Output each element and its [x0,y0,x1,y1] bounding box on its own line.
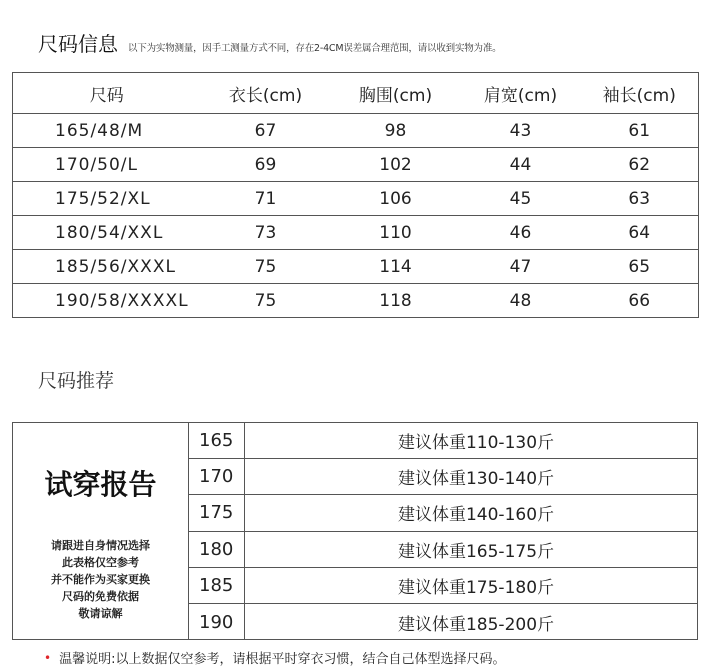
recommendation-table [12,422,698,640]
length-cell: 75 [201,284,331,318]
recommendation-row [189,604,697,640]
weight-cell: 建议体重185-200斤 [397,614,555,635]
size-info-title: 尺码信息 [38,32,118,56]
table-row [13,216,699,250]
report-note: 敬请谅解 [78,607,123,620]
recommendation-title: 尺码推荐 [38,370,115,392]
chest-cell: 98 [331,114,461,148]
fitting-report-title: 试穿报告 [44,468,157,501]
shoulder-cell: 46 [461,216,581,250]
weight-cell: 建议体重130-140斤 [397,469,555,490]
size-table-header-row [13,73,699,114]
size-cell: 185/56/XXXL [13,250,201,284]
size-cell: 190/58/XXXXL [13,284,201,318]
length-cell: 67 [201,114,331,148]
sleeve-cell: 65 [581,250,699,284]
height-cell: 170 [189,459,245,494]
fitting-report-notes [13,537,188,622]
sleeve-cell: 61 [581,114,699,148]
table-row [13,284,699,318]
weight-cell: 建议体重110-130斤 [397,433,555,454]
length-cell: 73 [201,216,331,250]
chest-cell: 106 [331,182,461,216]
recommendation-row [189,423,697,459]
header-sleeve: 袖长(cm) [581,73,699,114]
recommendation-row [189,459,697,495]
chest-cell: 118 [331,284,461,318]
size-cell: 180/54/XXL [13,216,201,250]
size-cell: 165/48/M [13,114,201,148]
table-row [13,114,699,148]
shoulder-cell: 47 [461,250,581,284]
weight-cell: 建议体重175-180斤 [397,577,555,598]
size-info-note: 以下为实物测量，因手工测量方式不同，存在2-4CM误差属合理范围，请以收到实物为准。 [128,43,502,54]
fitting-report-panel [13,423,189,639]
size-cell: 175/52/XL [13,182,201,216]
sleeve-cell: 63 [581,182,699,216]
height-cell: 185 [189,568,245,603]
recommendation-row [189,568,697,604]
header-chest: 胸围(cm) [331,73,461,114]
footer-text: 温馨说明:以上数据仅空参考，请根据平时穿衣习惯，结合自己体型选择尺码。 [59,652,506,667]
report-note: 并不能作为买家更换 [51,573,150,586]
header-length: 衣长(cm) [201,73,331,114]
header-shoulder: 肩宽(cm) [461,73,581,114]
shoulder-cell: 48 [461,284,581,318]
footer-note [44,648,505,667]
report-note: 此表格仅空参考 [62,556,139,569]
height-cell: 175 [189,495,245,530]
recommendation-row [189,532,697,568]
shoulder-cell: 44 [461,148,581,182]
recommendation-row [189,495,697,531]
size-table [12,72,699,318]
table-row [13,148,699,182]
bullet-icon: • [44,650,52,665]
height-cell: 190 [189,604,245,640]
sleeve-cell: 64 [581,216,699,250]
chest-cell: 110 [331,216,461,250]
recommendation-rows [189,423,697,639]
size-info-header [38,28,501,57]
header-size: 尺码 [13,73,201,114]
weight-cell: 建议体重165-175斤 [397,541,555,562]
shoulder-cell: 45 [461,182,581,216]
report-note: 请跟进自身情况选择 [51,539,150,552]
size-cell: 170/50/L [13,148,201,182]
weight-cell: 建议体重140-160斤 [397,505,555,526]
length-cell: 69 [201,148,331,182]
report-note: 尺码的免费依据 [62,590,139,603]
height-cell: 165 [189,423,245,458]
shoulder-cell: 43 [461,114,581,148]
height-cell: 180 [189,532,245,567]
sleeve-cell: 62 [581,148,699,182]
sleeve-cell: 66 [581,284,699,318]
length-cell: 75 [201,250,331,284]
table-row [13,250,699,284]
table-row [13,182,699,216]
chest-cell: 102 [331,148,461,182]
length-cell: 71 [201,182,331,216]
chest-cell: 114 [331,250,461,284]
